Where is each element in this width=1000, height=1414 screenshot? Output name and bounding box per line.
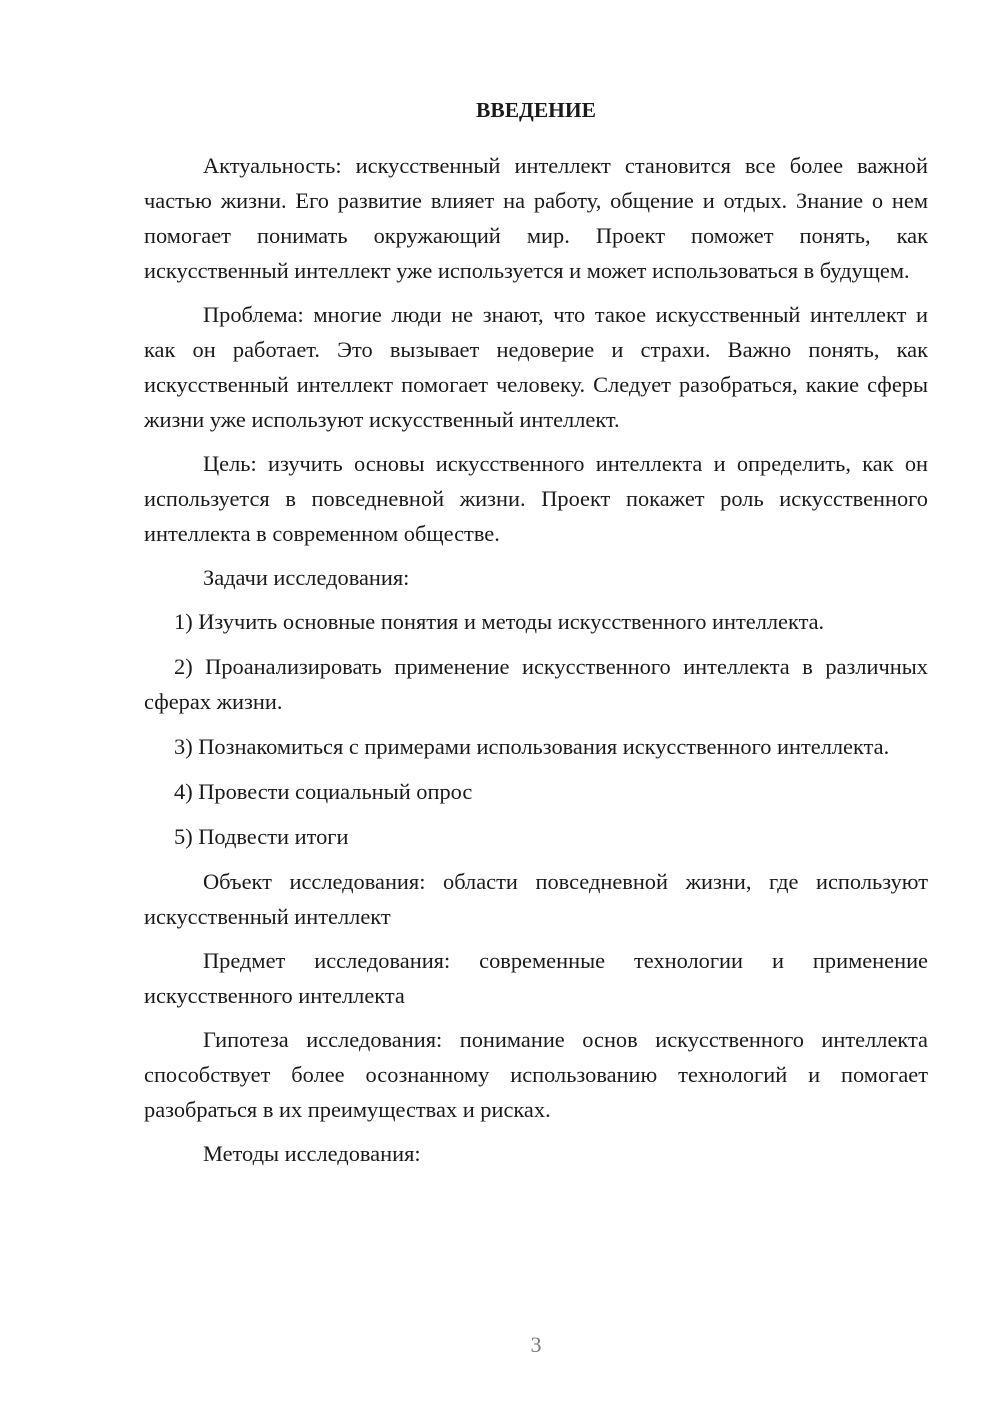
tasks-heading: Задачи исследования:	[203, 565, 410, 590]
paragraph-object: Объект исследования: области повседневной жизни, где используют искусственный интеллект	[144, 869, 928, 929]
task-item-2: 2) Проанализировать применение искусственного интеллекта в различных сферах жизни.	[144, 654, 928, 714]
page-number: 3	[530, 1332, 542, 1357]
paragraph-relevance: Актуальность: искусственный интеллект становится все более важной частью жизни. Его развитие влияет на работу, общение и отдых. Знание о нем помогает понимать окружающий мир. Проект поможет понять, как искусственный интеллект уже используется и может использоваться в будущем.	[144, 153, 928, 283]
paragraph-subject: Предмет исследования: современные технологии и применение искусственного интеллекта	[144, 948, 928, 1008]
paragraph-goal: Цель: изучить основы искусственного интеллекта и определить, как он используется в повседневной жизни. Проект покажет роль искусственного интеллекта в современном обществе.	[144, 451, 928, 546]
task-item-1: 1) Изучить основные понятия и методы искусственного интеллекта.	[174, 609, 825, 634]
task-item-3: 3) Познакомиться с примерами использования искусственного интеллекта.	[174, 734, 890, 759]
section-title: ВВЕДЕНИЕ	[476, 98, 596, 122]
paragraph-hypothesis: Гипотеза исследования: понимание основ искусственного интеллекта способствует более осознанному использованию технологий и помогает разобраться в их преимуществах и рисках.	[144, 1027, 928, 1122]
page-content	[144, 90, 928, 1180]
task-item-5: 5) Подвести итоги	[174, 824, 349, 849]
task-item-4: 4) Провести социальный опрос	[174, 779, 473, 804]
paragraph-problem: Проблема: многие люди не знают, что такое искусственный интеллект и как он работает. Это вызывает недоверие и страхи. Важно понять, как искусственный интеллект помогает человеку. Следует разобраться, какие сферы жизни уже используют искусственный интеллект.	[144, 302, 928, 432]
methods-heading: Методы исследования:	[203, 1141, 421, 1166]
